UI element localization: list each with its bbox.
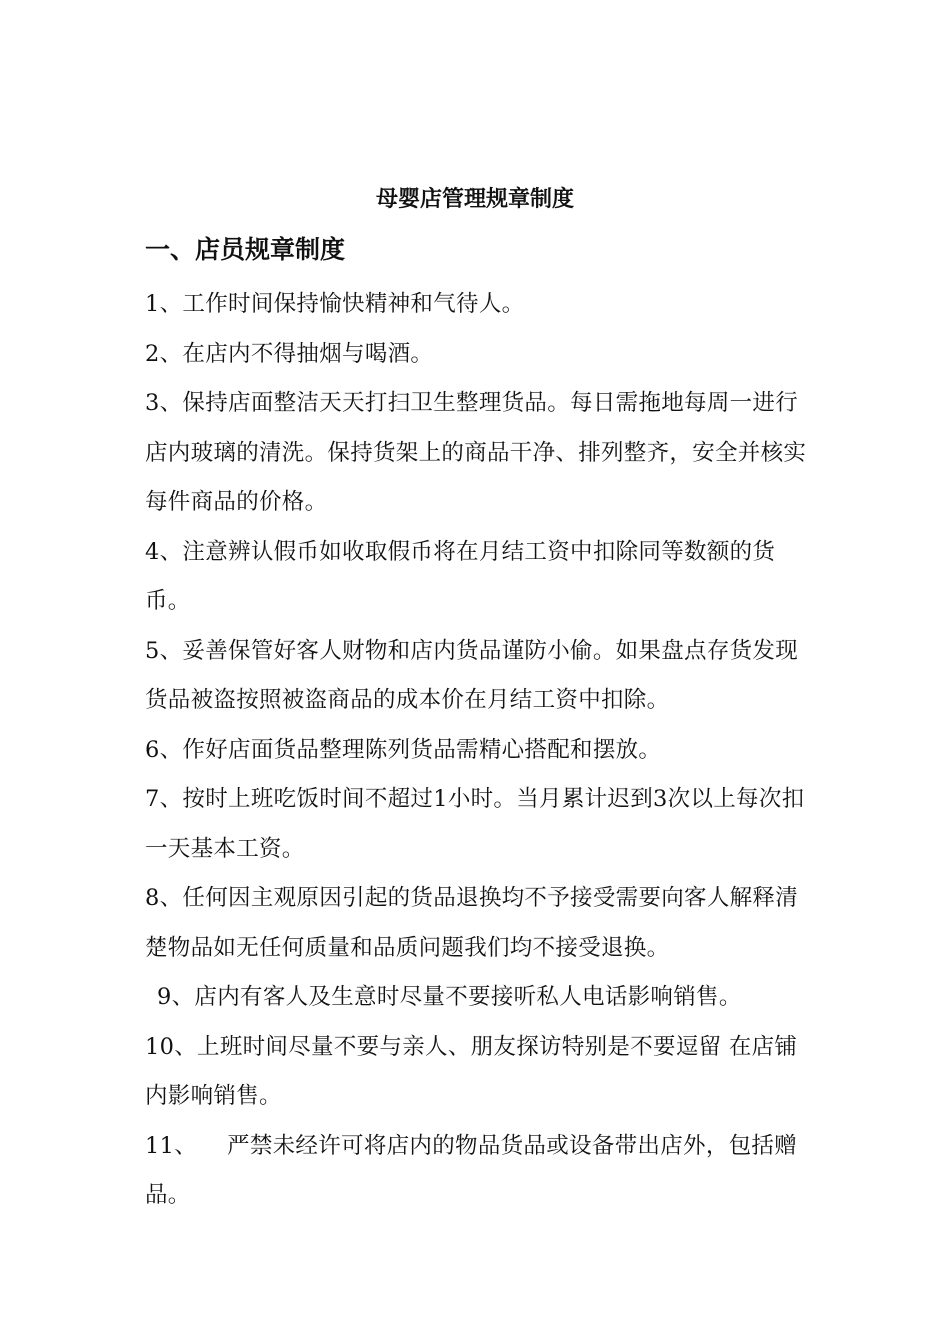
rule-7: 7、按时上班吃饭时间不超过1小时。当月累计迟到3次以上每次扣一天基本工资。 [145, 786, 805, 862]
rules-list [145, 280, 813, 1221]
rule-4: 4、注意辨认假币如收取假币将在月结工资中扣除同等数额的货币。 [145, 538, 776, 614]
rule-11 [145, 1122, 813, 1221]
rule-2: 2、在店内不得抽烟与喝酒。 [145, 340, 434, 367]
rule-6: 6、作好店面货品整理陈列货品需精心搭配和摆放。 [145, 736, 662, 763]
rule-10: 10、上班时间尽量不要与亲人、朋友探访特别是不要逗留 在店铺内影响销售。 [145, 1033, 798, 1109]
document-title: 母婴店管理规章制度 [375, 186, 574, 212]
rule-11-text: 严禁未经许可将店内的物品货品或设备带出店外，包括赠品。 [145, 1132, 798, 1208]
rule-3: 3、保持店面整洁天天打扫卫生整理货品。每日需拖地每周一进行店内玻璃的清洗。保持货架上的商品干净、排列整齐，安全并核实每件商品的价格。 [145, 390, 807, 515]
rule-11-number: 11、 [145, 1132, 198, 1159]
rule-5: 5、妥善保管好客人财物和店内货品谨防小偷。如果盘点存货发现货品被盗按照被盗商品的成本价在月结工资中扣除。 [145, 637, 799, 713]
rule-8: 8、任何因主观原因引起的货品退换均不予接受需要向客人解释清楚物品如无任何质量和品质问题我们均不接受退换。 [145, 885, 799, 961]
rule-9: 9、店内有客人及生意时尽量不要接听私人电话影响销售。 [157, 984, 742, 1010]
section-heading: 一、店员规章制度 [145, 235, 346, 264]
rule-1: 1、工作时间保持愉快精神和气待人。 [145, 291, 525, 317]
